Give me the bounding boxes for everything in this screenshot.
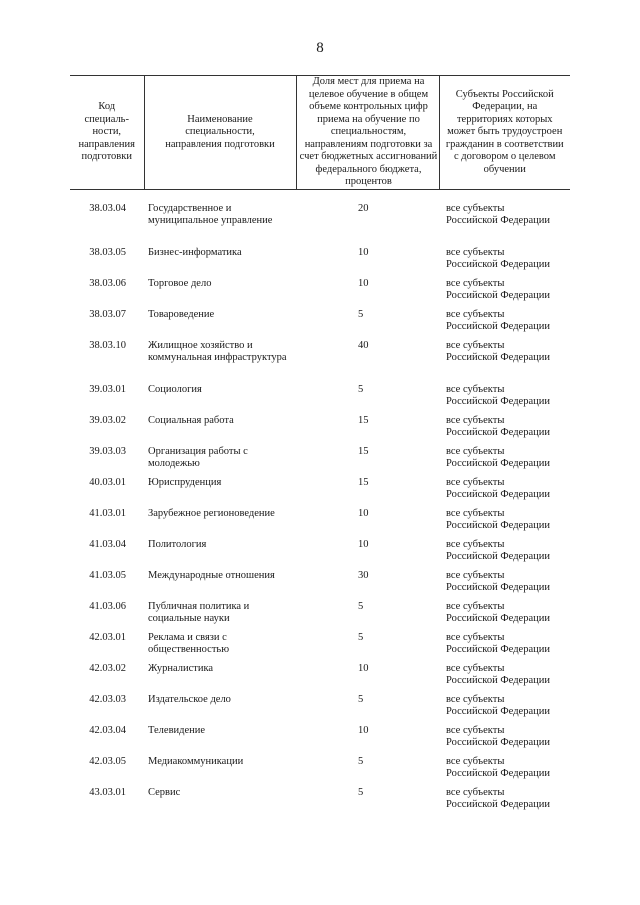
cell-share: 40	[358, 339, 369, 351]
cell-code: 40.03.01	[89, 476, 126, 488]
table-row	[70, 570, 570, 601]
header-row	[70, 76, 570, 190]
cell-share: 30	[358, 569, 369, 581]
cell-subjects: все субъекты Российской Федерации	[446, 724, 550, 748]
table-row	[70, 477, 570, 508]
table-row	[70, 756, 570, 787]
cell-share: 5	[358, 786, 364, 798]
header-subjects	[439, 76, 570, 190]
cell-subjects: все субъекты Российской Федерации	[446, 308, 550, 332]
cell-share: 5	[358, 631, 364, 643]
cell-share: 5	[358, 755, 364, 767]
cell-share: 10	[358, 538, 369, 550]
header-code	[70, 76, 144, 190]
cell-share: 5	[358, 600, 364, 612]
table-row	[70, 601, 570, 632]
cell-code: 38.03.05	[89, 246, 126, 258]
table-row	[70, 632, 570, 663]
cell-code: 41.03.05	[89, 569, 126, 581]
cell-name: Телевидение	[148, 724, 206, 736]
cell-code: 41.03.04	[89, 538, 126, 550]
cell-share: 20	[358, 202, 369, 214]
cell-name: Социальная работа	[148, 414, 234, 426]
header-share-text: Доля мест для приема на целевое обучение в общем объеме контрольных цифр приема на обучение по специальностям, направлениям подготовки за счет бюджетных ассигнований федерального бюджета, процентов	[299, 76, 438, 187]
cell-code: 38.03.04	[89, 202, 126, 214]
cell-share: 10	[358, 507, 369, 519]
cell-share: 5	[358, 383, 364, 395]
cell-name: Международные отношения	[148, 569, 275, 581]
cell-code: 42.03.02	[89, 662, 126, 674]
header-name	[144, 76, 296, 190]
cell-share: 15	[358, 414, 369, 426]
cell-subjects: все субъекты Российской Федерации	[446, 339, 550, 363]
table-row	[70, 446, 570, 477]
cell-name: Торговое дело	[148, 277, 212, 289]
cell-share: 10	[358, 246, 369, 258]
table-row	[70, 415, 570, 446]
cell-subjects: все субъекты Российской Федерации	[446, 445, 550, 469]
table-row	[70, 787, 570, 818]
cell-subjects: все субъекты Российской Федерации	[446, 662, 550, 686]
cell-subjects: все субъекты Российской Федерации	[446, 755, 550, 779]
table-row	[70, 725, 570, 756]
cell-share: 10	[358, 662, 369, 674]
cell-code: 39.03.03	[89, 445, 126, 457]
cell-name: Юриспруденция	[148, 476, 222, 488]
cell-code: 39.03.02	[89, 414, 126, 426]
cell-code: 38.03.07	[89, 308, 126, 320]
table-row	[70, 508, 570, 539]
table-row	[70, 278, 570, 309]
cell-share: 10	[358, 724, 369, 736]
table-row	[70, 189, 570, 247]
cell-code: 39.03.01	[89, 383, 126, 395]
header-name-text: Наименование специальности, направления подготовки	[165, 113, 275, 150]
cell-name: Государственное и муниципальное управление	[148, 202, 273, 226]
cell-subjects: все субъекты Российской Федерации	[446, 246, 550, 270]
cell-name: Политология	[148, 538, 207, 550]
cell-name: Реклама и связи с общественностью	[148, 631, 230, 655]
page-number: 8	[316, 40, 324, 56]
cell-name: Бизнес-информатика	[148, 246, 242, 258]
admission-quota-table	[70, 75, 570, 818]
table-row	[70, 247, 570, 278]
cell-name: Организация работы с молодежью	[148, 445, 248, 469]
table-row	[70, 309, 570, 340]
cell-share: 10	[358, 277, 369, 289]
table-header	[70, 76, 570, 190]
cell-code: 41.03.01	[89, 507, 126, 519]
cell-name: Товароведение	[148, 308, 215, 320]
cell-subjects: все субъекты Российской Федерации	[446, 569, 550, 593]
cell-share: 5	[358, 693, 364, 705]
cell-subjects: все субъекты Российской Федерации	[446, 631, 550, 655]
table-row	[70, 663, 570, 694]
cell-subjects: все субъекты Российской Федерации	[446, 538, 550, 562]
cell-subjects: все субъекты Российской Федерации	[446, 600, 550, 624]
cell-name: Публичная политика и социальные науки	[148, 600, 250, 624]
cell-subjects: все субъекты Российской Федерации	[446, 414, 550, 438]
admission-table-wrapper	[70, 75, 570, 818]
cell-code: 41.03.06	[89, 600, 126, 612]
cell-share: 15	[358, 445, 369, 457]
cell-subjects: все субъекты Российской Федерации	[446, 202, 550, 226]
cell-share: 5	[358, 308, 364, 320]
table-row	[70, 340, 570, 384]
cell-code: 42.03.03	[89, 693, 126, 705]
cell-share: 15	[358, 476, 369, 488]
cell-name: Журналистика	[148, 662, 214, 674]
cell-name: Медиакоммуникации	[148, 755, 244, 767]
cell-code: 43.03.01	[89, 786, 126, 798]
header-share	[296, 76, 439, 190]
cell-name: Социология	[148, 383, 202, 395]
cell-subjects: все субъекты Российской Федерации	[446, 507, 550, 531]
cell-code: 42.03.04	[89, 724, 126, 736]
cell-name: Сервис	[148, 786, 181, 798]
table-body	[70, 189, 570, 818]
cell-subjects: все субъекты Российской Федерации	[446, 383, 550, 407]
cell-code: 42.03.05	[89, 755, 126, 767]
table-row	[70, 384, 570, 415]
table-row	[70, 694, 570, 725]
table-row	[70, 539, 570, 570]
header-code-text: Код специаль-ности, направления подготовки	[78, 101, 135, 162]
cell-code: 38.03.10	[89, 339, 126, 351]
header-subjects-text: Субъекты Российской Федерации, на территориях которых может быть трудоустроен гражданин в соответствии с договором о целевом обучении	[445, 88, 564, 175]
cell-name: Жилищное хозяйство и коммунальная инфраструктура	[148, 339, 287, 363]
cell-subjects: все субъекты Российской Федерации	[446, 786, 550, 810]
cell-name: Зарубежное регионоведение	[148, 507, 275, 519]
cell-name: Издательское дело	[148, 693, 231, 705]
cell-code: 42.03.01	[89, 631, 126, 643]
cell-subjects: все субъекты Российской Федерации	[446, 693, 550, 717]
cell-code: 38.03.06	[89, 277, 126, 289]
cell-subjects: все субъекты Российской Федерации	[446, 277, 550, 301]
cell-subjects: все субъекты Российской Федерации	[446, 476, 550, 500]
